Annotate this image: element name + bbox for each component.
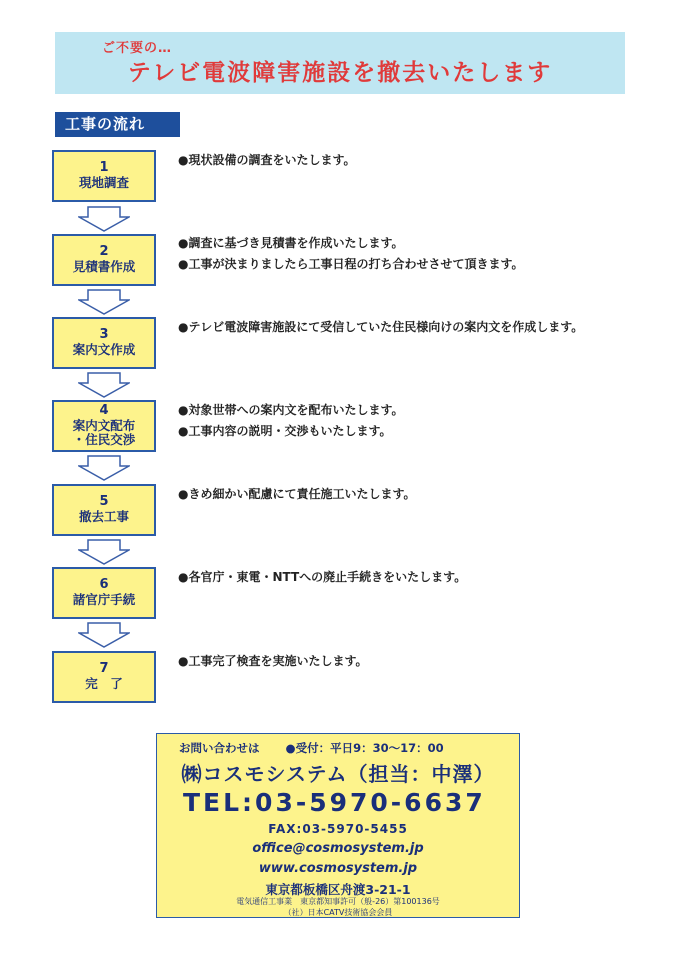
association-info: （社）日本CATV技術協会会員 — [283, 908, 393, 917]
website-link[interactable]: www.cosmosystem.jp — [258, 861, 418, 876]
step-description-1 — [178, 150, 356, 171]
step-box-4 — [52, 400, 156, 452]
step-desc-line: ●テレビ電波障害施設にて受信していた住民様向けの案内文を作成します。 — [178, 320, 584, 334]
step-label-line-2: ・住民交渉 — [72, 432, 136, 448]
company-name: ㈱コスモシステム（担当：中澤） — [181, 762, 495, 786]
contact-box — [156, 733, 520, 918]
step-description-2 — [178, 233, 524, 275]
step-description-7 — [178, 651, 368, 672]
step-number: 7 — [99, 661, 109, 677]
step-label-line-1: 案内文配布 — [72, 418, 136, 434]
step-description-4 — [178, 400, 404, 442]
step-box-5 — [52, 484, 156, 536]
step-description-5 — [178, 484, 416, 505]
step-number: 3 — [99, 327, 109, 343]
contact-hours-row — [157, 740, 519, 756]
step-description-3 — [178, 317, 583, 338]
phone-number[interactable]: TEL:03-5970-6637 — [183, 788, 486, 817]
step-desc-line: ●調査に基づき見積書を作成いたします。 — [178, 236, 404, 250]
step-number: 4 — [99, 403, 109, 419]
step-number: 1 — [99, 160, 109, 176]
down-arrow-icon — [78, 289, 130, 315]
step-number: 6 — [99, 577, 109, 593]
page-title: テレビ電波障害施設を撤去いたします — [127, 60, 553, 86]
inquiry-label: お問い合わせは — [179, 741, 260, 755]
business-hours: ●受付：平日9：30～17：00 — [285, 741, 444, 755]
step-desc-line: ●各官庁・東電・NTTへの廃止手続きをいたします。 — [178, 570, 467, 584]
header-banner — [55, 32, 625, 94]
header-pre-text: ご不要の… — [102, 41, 173, 56]
step-label: 現地調査 — [78, 175, 129, 191]
step-number: 2 — [99, 244, 109, 260]
step-label: 撤去工事 — [78, 509, 129, 525]
section-label: 工事の流れ — [55, 112, 180, 137]
down-arrow-icon — [78, 372, 130, 398]
step-box-7 — [52, 651, 156, 703]
step-desc-line: ●現状設備の調査をいたします。 — [178, 153, 356, 167]
step-label: 完 了 — [85, 676, 123, 692]
step-description-6 — [178, 567, 466, 588]
down-arrow-icon — [78, 539, 130, 565]
step-box-6 — [52, 567, 156, 619]
fax-number: FAX:03-5970-5455 — [268, 822, 408, 836]
down-arrow-icon — [78, 206, 130, 232]
license-info: 電気通信工事業 東京都知事許可（般-26）第100136号 — [236, 897, 440, 906]
step-desc-line: ●きめ細かい配慮にて責任施工いたします。 — [178, 487, 416, 501]
step-box-3 — [52, 317, 156, 369]
step-desc-line: ●工事完了検査を実施いたします。 — [178, 654, 368, 668]
step-desc-line: ●工事内容の説明・交渉もいたします。 — [178, 424, 392, 438]
step-label: 見積書作成 — [72, 259, 136, 275]
down-arrow-icon — [78, 622, 130, 648]
step-number: 5 — [99, 494, 109, 510]
step-label: 案内文作成 — [72, 342, 136, 358]
email-link[interactable]: office@cosmosystem.jp — [252, 841, 424, 856]
step-desc-line: ●対象世帯への案内文を配布いたします。 — [178, 403, 404, 417]
step-label: 諸官庁手続 — [72, 592, 136, 608]
down-arrow-icon — [78, 455, 130, 481]
step-desc-line: ●工事が決まりましたら工事日程の打ち合わせさせて頂きます。 — [178, 257, 524, 271]
step-box-1 — [52, 150, 156, 202]
address: 東京都板橋区舟渡3-21-1 — [265, 882, 411, 897]
step-box-2 — [52, 234, 156, 286]
